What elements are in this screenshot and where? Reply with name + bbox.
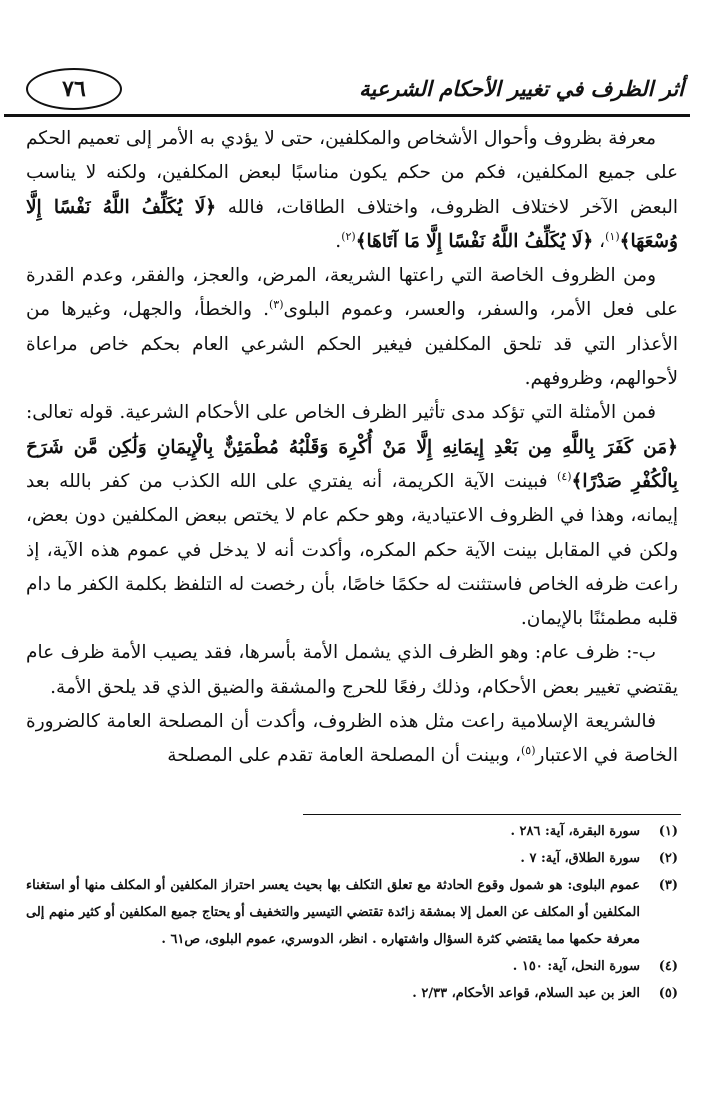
footnote-ref[interactable]: (٤)	[557, 469, 572, 483]
footnote-number: (٣)	[658, 878, 678, 893]
main-text	[26, 122, 678, 774]
paragraph-1	[26, 122, 678, 259]
text-span: ومن الظروف الخاصة التي راعتها الشريعة، المرض، والعجز، والفقر، وعدم القدرة على فعل الأمر، والسفر، والعسر، وعموم البلوى	[26, 265, 678, 321]
quran-verse: ﴿لَا يُكَلِّفُ اللَّهُ نَفْسًا إِلَّا وُسْعَهَا﴾	[26, 196, 678, 252]
page-header	[4, 64, 690, 120]
quran-verse: ﴿مَن كَفَرَ بِاللَّهِ مِن بَعْدِ إِيمَانِهِ إِلَّا مَنْ أُكْرِهَ وَقَلْبُهُ مُطْمَئِنٌّ بِالْإِيمَانِ وَلَٰكِن مَّن شَرَحَ بِالْكُفْرِ صَدْرًا﴾	[26, 436, 678, 492]
footnote-number: (٤)	[658, 959, 678, 974]
footnote-text: عموم البلوى: هو شمول وقوع الحادثة مع تعلق التكلف بها بحيث يعسر احتراز المكلفين أو المكلف منها أو استغناء المكلفين أو المكلف عن العمل إلا بمشقة زائدة تقتضي التيسير والتخفيف أو يحتاج جميع المكلفين أو كثير منهم إلى معرفة حكمها مما يقتضي كثرة السؤال واشتهاره . انظر، الدوسري، عموم البلوى، ص٦١ .	[26, 878, 640, 947]
footnote-text: العز بن عبد السلام، قواعد الأحكام، ٢/٣٣ .	[412, 986, 640, 1001]
text-span: ،	[593, 230, 606, 252]
footnote-ref[interactable]: (٥)	[521, 744, 536, 758]
footnote-ref[interactable]: (٢)	[341, 229, 356, 243]
footnote-text: سورة النحل، آية: ١٥٠ .	[512, 959, 640, 974]
footnote-3	[26, 872, 678, 953]
footnote-number: (٢)	[658, 851, 678, 866]
running-title: أثر الظرف في تغيير الأحكام الشرعية	[359, 76, 684, 101]
text-span: فبينت الآية الكريمة، أنه يفتري على الله الكذب من كفر بالله بعد إيمانه، وهذا في الظروف الاعتيادية، وهو حكم عام لا يختص ببعض المكلفين دون بعض، ولكن في المقابل بينت الآية حكم المكره، وأكدت أنه لا يدخل في عموم هذه الآية، إذ راعت ظرفه الخاص فاستثنت له حكمًا خاصًا، بأن رخصت له التلفظ بكلمة الكفر ما دام قلبه مطمئنًا بالإيمان.	[26, 470, 678, 630]
paragraph-5	[26, 705, 678, 774]
quran-verse: ﴿لَا يُكَلِّفُ اللَّهُ نَفْسًا إِلَّا مَا آتَاهَا﴾	[355, 230, 594, 252]
footnote-ref[interactable]: (٣)	[268, 298, 284, 312]
footnote-text: سورة الطلاق، آية: ٧ .	[520, 851, 640, 866]
footnote-number: (٥)	[658, 986, 678, 1001]
text-span: فمن الأمثلة التي تؤكد مدى تأثير الظرف الخاص على الأحكام الشرعية. قوله تعالى:	[26, 402, 656, 424]
paragraph-2	[26, 259, 678, 396]
paragraph-4: ب-: ظرف عام: وهو الظرف الذي يشمل الأمة بأسرها، فقد يصيب الأمة ظرف عام يقتضي تغيير بعض الأحكام، وذلك رفعًا للحرج والمشقة والضيق الذي قد يلحق الأمة.	[26, 642, 678, 698]
footnote-text: سورة البقرة، آية: ٢٨٦ .	[510, 824, 640, 839]
text-span: .	[335, 230, 342, 252]
text-span: معرفة بظروف وأحوال الأشخاص والمكلفين، حتى لا يؤدي به الأمر إلى تعميم الحكم على جميع المكلفين، فكم من حكم يكون مناسبًا لبعض المكلفين، ولكنه لا يناسب البعض الآخر لاختلاف الظروف، واختلاف الطاقات، فالله	[26, 128, 678, 218]
footnote-4	[26, 953, 678, 980]
footnote-number: (١)	[658, 824, 678, 839]
footnote-5	[26, 980, 678, 1007]
paragraph-3	[26, 396, 678, 636]
footnotes	[26, 818, 678, 1007]
footnote-separator	[303, 814, 681, 815]
footnote-1	[26, 818, 678, 845]
header-rule	[4, 114, 690, 117]
text-span: فالشريعة الإسلامية راعت مثل هذه الظروف، وأكدت أن المصلحة العامة كالضرورة الخاصة في الاعتبار	[26, 711, 678, 767]
footnote-ref[interactable]: (١)	[605, 229, 620, 243]
page-number: ٧٦	[26, 68, 122, 110]
text-span: . والخطأ، والجهل، وغيرها من الأعذار التي قد تلحق المكلفين فيغير الحكم الشرعي العام بحكم خاص مراعاة لأحوالهم، وظروفهم.	[26, 299, 678, 390]
text-span: ، وبينت أن المصلحة العامة تقدم على المصلحة	[167, 745, 521, 767]
footnote-2	[26, 845, 678, 872]
